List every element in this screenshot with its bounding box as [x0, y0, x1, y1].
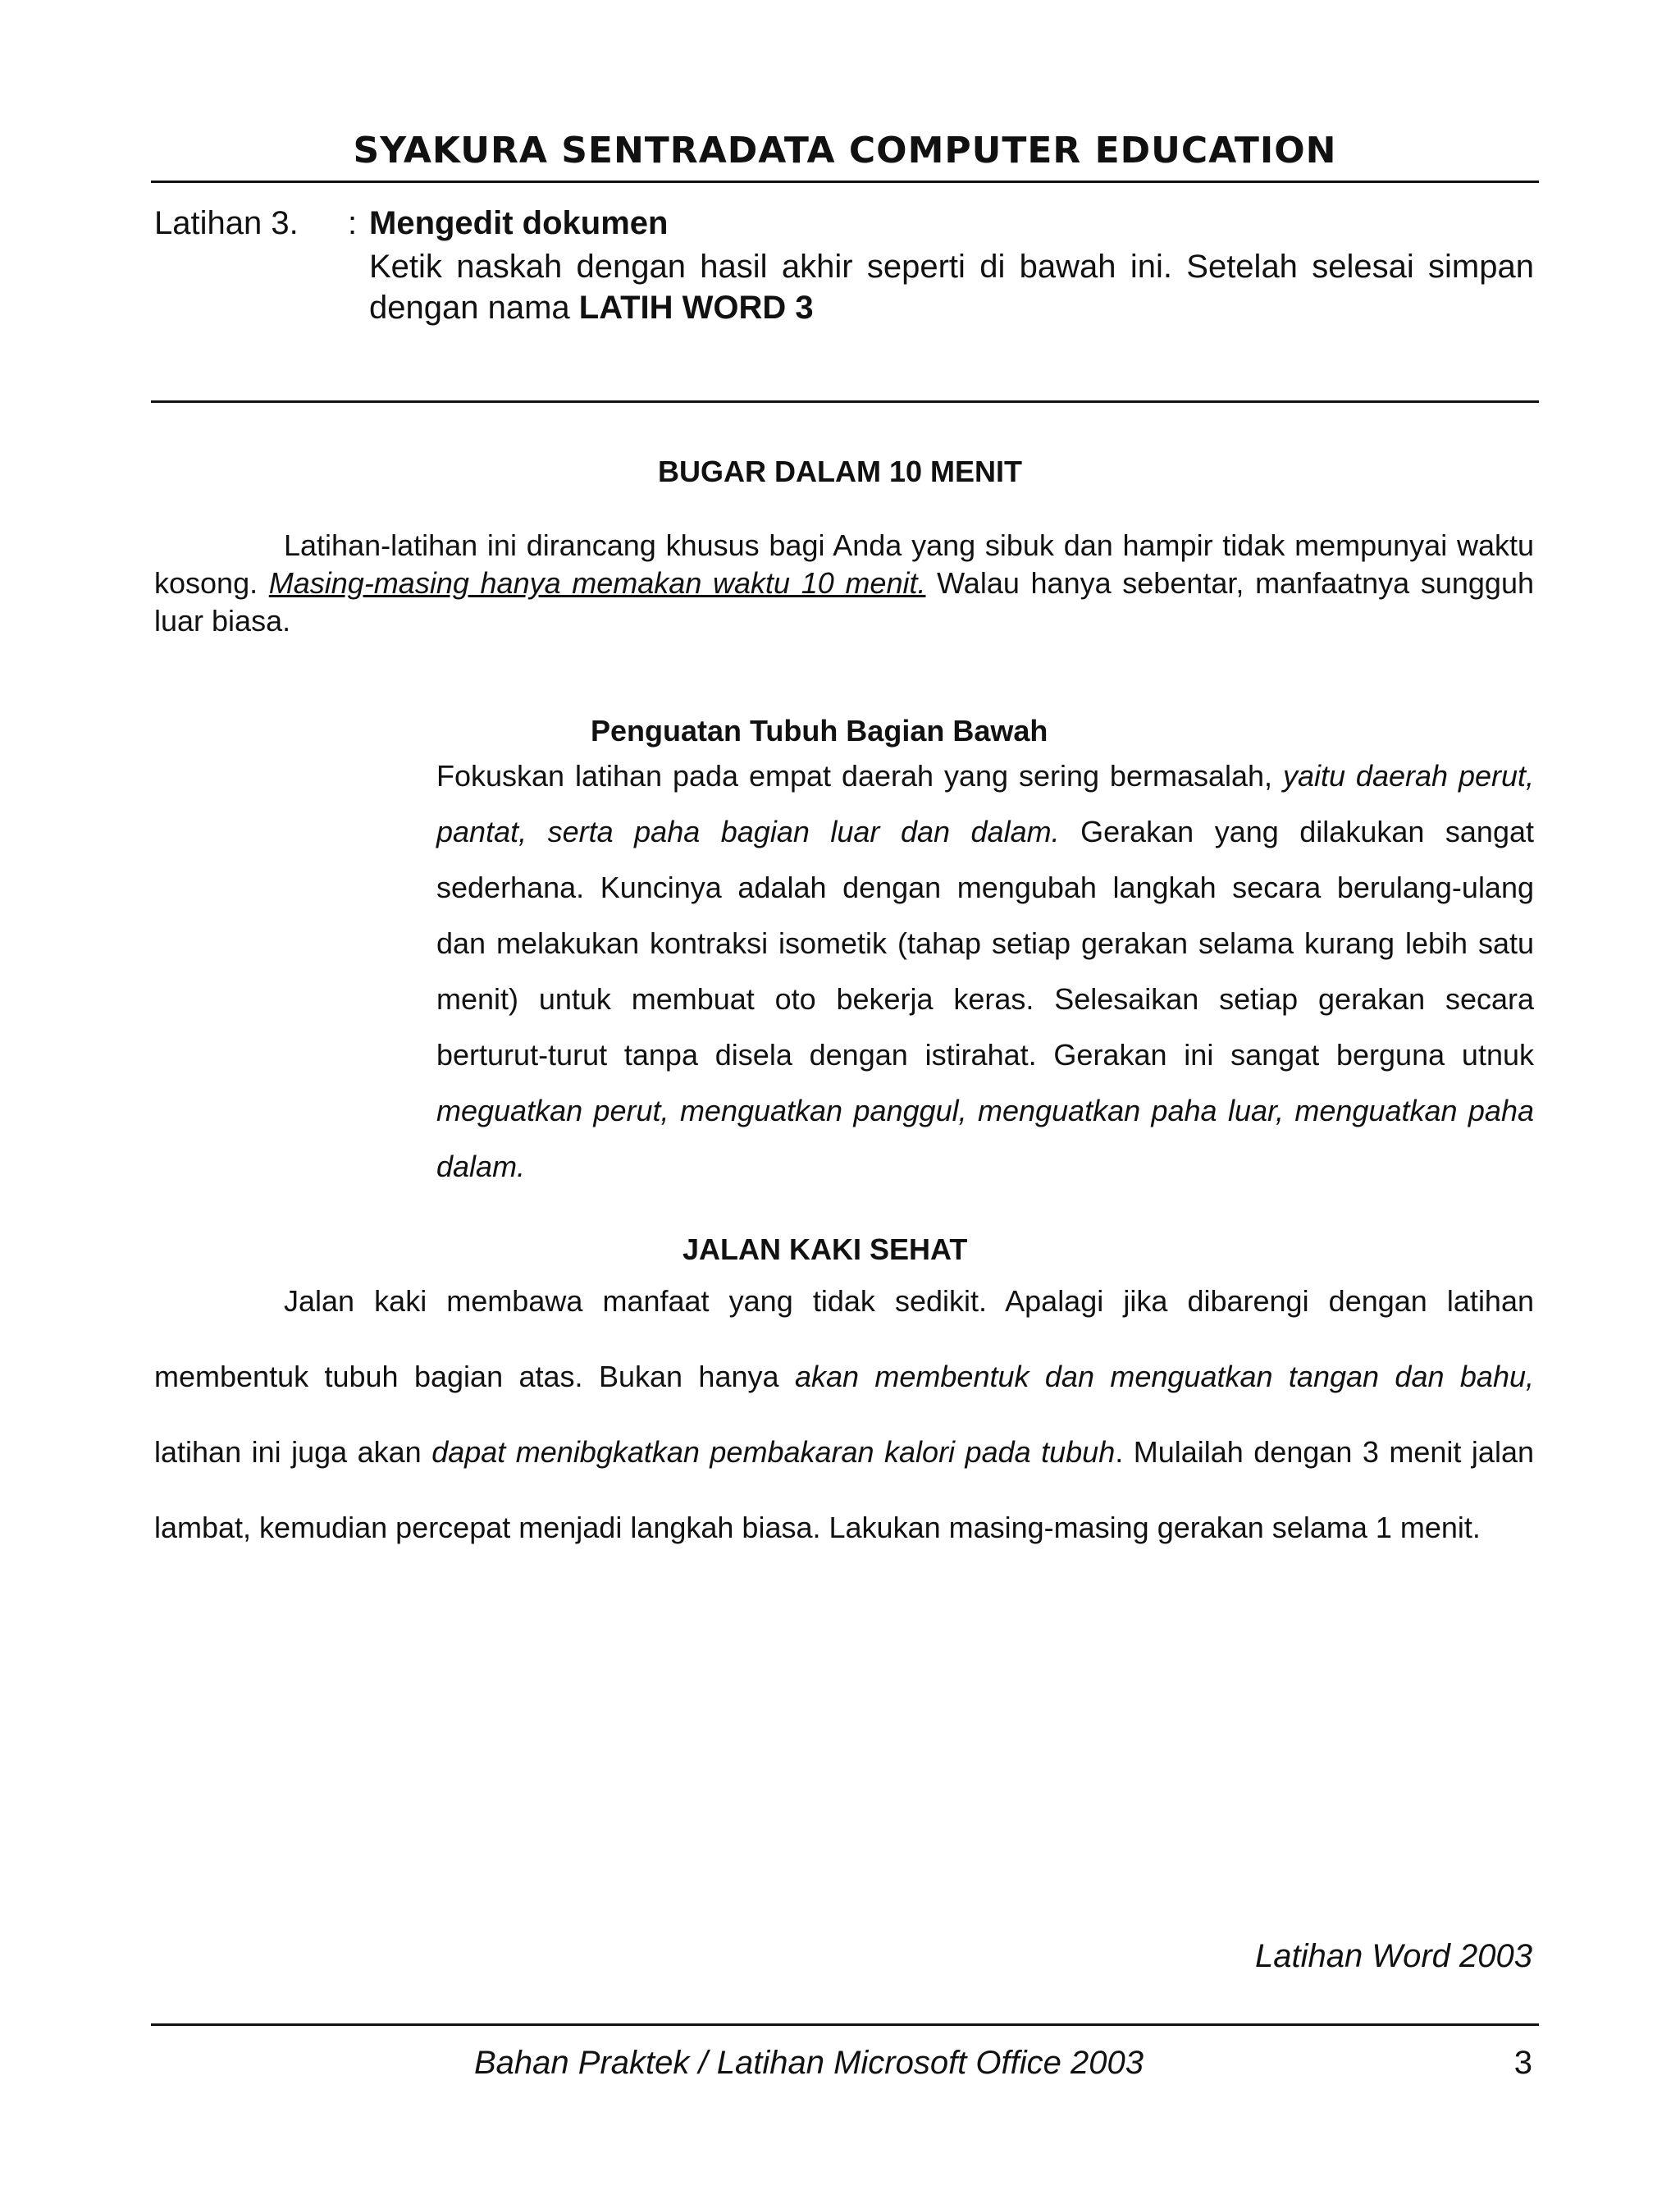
- penguatan-text-middle: Gerakan yang dilakukan sangat sederhana. Kuncinya adalah dengan mengubah langkah secara berulang-ulang dan melakukan kontraksi isometik (tahap setiap gerakan selama kurang lebih satu menit) untuk membuat oto bekerja keras. Selesaikan setiap gerakan secara berturut-turut tanpa disela dengan istirahat. Gerakan ini sangat berguna utnuk: [436, 815, 1534, 1072]
- section-divider: [151, 400, 1539, 403]
- jalan-text-italic-2: dapat menibgkatkan pembakaran kalori pada tubuh: [431, 1435, 1116, 1469]
- exercise-colon: :: [348, 205, 358, 241]
- section-title-bugar: BUGAR DALAM 10 MENIT: [657, 455, 1022, 488]
- penguatan-text-start: Fokuskan latihan pada empat daerah yang sering bermasalah,: [436, 759, 1283, 793]
- exercise-label: Latihan 3.: [154, 205, 299, 241]
- jalan-text-italic-1: akan membentuk dan menguatkan tangan dan bahu,: [794, 1360, 1534, 1393]
- instruction-text: Ketik naskah dengan hasil akhir seperti di bawah ini. Setelah selesai simpan dengan nama: [369, 249, 1534, 326]
- intro-text-end: Walau hanya sebentar, manfaatnya sungguh luar biasa.: [154, 566, 1534, 638]
- intro-text-start: Latihan-latihan ini dirancang khusus bagi Anda yang sibuk dan hampir tidak mempunyai waktu kosong.: [154, 528, 1534, 600]
- jalan-text-middle: latihan ini juga akan: [154, 1435, 432, 1469]
- exercise-instruction: [369, 246, 1534, 328]
- section-title-jalan-kaki: JALAN KAKI SEHAT: [682, 1232, 968, 1266]
- exercise-title: Mengedit dokumen: [369, 205, 669, 241]
- footer-divider: [151, 2023, 1539, 2026]
- header-divider: [151, 181, 1539, 183]
- jalan-text-end: . Mulailah dengan 3 menit jalan lambat, kemudian percepat menjadi langkah biasa. Lakukan masing-masing gerakan selama 1 menit.: [154, 1435, 1534, 1544]
- jalan-text-start: Jalan kaki membawa manfaat yang tidak sedikit. Apalagi jika dibarengi dengan latihan membentuk tubuh bagian atas. Bukan hanya: [154, 1284, 1534, 1393]
- penguatan-text-italic-2: meguatkan perut, menguatkan panggul, menguatkan paha luar, menguatkan paha dalam.: [436, 1094, 1534, 1183]
- section-title-penguatan: Penguatan Tubuh Bagian Bawah: [591, 714, 1048, 748]
- instruction-filename: LATIH WORD 3: [578, 290, 814, 326]
- penguatan-paragraph: [436, 748, 1534, 1195]
- footer-note: Latihan Word 2003: [1254, 1938, 1532, 1974]
- jalan-kaki-paragraph: [154, 1264, 1534, 1566]
- footer-text: Bahan Praktek / Latihan Microsoft Office 2003: [474, 2045, 1144, 2081]
- penguatan-text-italic-1: yaitu daerah perut, pantat, serta paha bagian luar dan dalam.: [436, 759, 1534, 848]
- page-number: 3: [1513, 2045, 1532, 2081]
- intro-paragraph: [154, 527, 1534, 640]
- document-header-title: SYAKURA SENTRADATA COMPUTER EDUCATION: [353, 130, 1337, 171]
- intro-text-underlined: Masing-masing hanya memakan waktu 10 menit.: [268, 566, 926, 600]
